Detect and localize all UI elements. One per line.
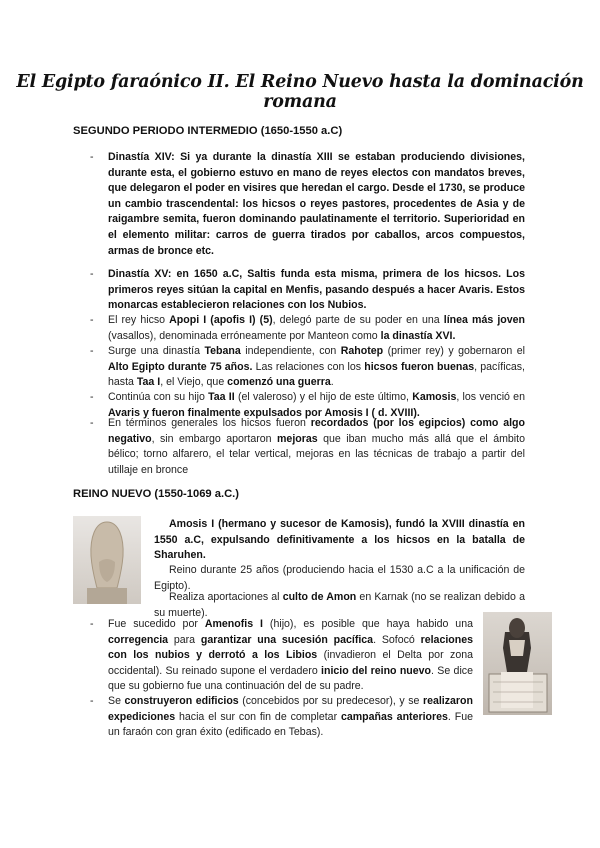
paragraph-edificios <box>90 694 473 741</box>
emphasis-text: . <box>363 299 367 312</box>
emphasis-text: Tebana <box>204 345 241 357</box>
body-text: . Sofocó <box>373 633 421 646</box>
emphasis-text: , que delegaron el poder en visires que heredan el cargo. Desde el 1730, se produce un <box>108 166 525 210</box>
body-text: para <box>168 633 201 646</box>
emphasis-text: Amosis I <box>169 518 215 530</box>
paragraph-hicsos-balance <box>90 416 525 478</box>
body-text: Continúa con su hijo <box>108 391 209 403</box>
body-text: , pacíficas, hasta <box>108 360 526 389</box>
paragraph-dinastia-xv <box>90 267 525 314</box>
emphasis-text: recordados (por los egipcios) como algo negativo <box>108 417 525 445</box>
amosis-bust-image <box>73 516 141 604</box>
emphasis-text: , primera de los hicsos. Los primeros reyes sitúan la capital en Menfis, pasando después a hacer <box>108 268 525 296</box>
bullet-dash: - <box>90 391 94 403</box>
body-text: (invadieron el Delta por zona occidental). Su reinado supone el verdadero <box>108 649 473 677</box>
emphasis-text: expulsando <box>210 533 270 546</box>
emphasis-text: Dinastía XIV: <box>108 151 175 163</box>
bullet-dash: - <box>90 314 94 326</box>
emphasis-text: campañas anteriores <box>340 710 448 723</box>
paragraph-tebana <box>90 344 526 391</box>
bullet-dash: - <box>90 268 94 280</box>
body-text: (primer rey) y gobernaron el <box>383 345 525 357</box>
emphasis-text: Estos monarcas establecieron <box>108 283 525 312</box>
body-text: . <box>330 376 334 389</box>
body-text: , los venció en <box>456 391 525 403</box>
emphasis-text: Amenofis I <box>204 618 263 630</box>
body-text: , delegó parte de su poder en una <box>272 314 444 326</box>
bullet-dash: - <box>90 417 94 429</box>
emphasis-text: inicio del reino nuevo <box>321 664 432 677</box>
emphasis-text: . Superioridad en el elemento militar: carros de guerra tirados por caballos, arcos compuestos, armas de bronce etc. <box>108 213 526 257</box>
emphasis-text: cambio trascendental <box>125 197 236 210</box>
emphasis-text: mano de reyes electos <box>292 166 409 179</box>
body-text: (concebidos por su predecesor), y se <box>238 695 423 707</box>
body-text: hacia el sur con fin de completar <box>175 710 341 723</box>
body-text: independiente, con <box>240 345 341 357</box>
body-text: . Se dice que su gobierno fue una continuación del de su padre. <box>108 664 473 693</box>
body-text: que iban mucho más allá que el ámbito bélico; torno alfarero, el telar vertical, mejoras en las técnicas de trabajo a partir del utillaje en bronce <box>108 432 525 476</box>
emphasis-text: mejoras <box>277 432 318 445</box>
emphasis-text: con <box>408 166 435 179</box>
emphasis-text: en la batalla de Sharuhen. <box>154 533 525 562</box>
emphasis-text: definitivamente a los <box>269 533 397 546</box>
body-text: , el Viejo, que <box>160 376 228 389</box>
emphasis-text: Avaris y fueron finalmente expulsados por Amosis I ( d. XVIII). <box>108 406 420 419</box>
emphasis-text: dinastía XIII <box>271 151 333 163</box>
emphasis-text: Taa I <box>136 376 161 389</box>
emphasis-text: fueron dominando paulatinamente el territorio <box>202 213 438 226</box>
emphasis-text: comenzó una guerra <box>227 376 331 389</box>
amenofis-statue-image <box>483 612 552 715</box>
body-text: . Fue un faraón con gran éxito (edificado en Tebas). <box>108 710 473 739</box>
emphasis-text: culto de Amon <box>282 591 357 603</box>
emphasis-text: relaciones con los nubios y derrotó a los Libios <box>108 633 474 662</box>
emphasis-text: (hermano y sucesor de Kamosis), fundó la <box>214 518 442 530</box>
emphasis-text: Avaris. <box>458 283 494 296</box>
emphasis-text: Alto Egipto durante 75 años. <box>108 360 253 373</box>
page-title: El Egipto faraónico II. El Reino Nuevo hasta la dominación romana <box>16 72 584 112</box>
section-heading-segundo-periodo: SEGUNDO PERIODO INTERMEDIO (1650-1550 a.C) <box>73 125 343 137</box>
emphasis-text: Rahotep <box>340 345 384 357</box>
paragraph-amenofis-i <box>90 617 474 695</box>
emphasis-text: línea más joven <box>443 314 525 326</box>
bullet-dash: - <box>90 151 94 163</box>
emphasis-text: mandatos breves <box>434 166 523 179</box>
body-text: Se <box>108 695 125 707</box>
emphasis-text: relaciones con los Nubios <box>232 299 364 312</box>
emphasis-text: Taa II <box>208 391 235 403</box>
body-text: Realiza aportaciones al <box>169 591 283 603</box>
emphasis-text: Si ya durante la <box>174 151 272 163</box>
body-text: El rey hicso <box>108 314 170 326</box>
body-text: (vasallos), denominada erróneamente por Manteon como <box>108 329 381 342</box>
emphasis-text: corregencia <box>108 633 169 646</box>
emphasis-text: Kamosis <box>412 391 457 403</box>
emphasis-text: se estaban produciendo divisiones, durante esta, el gobierno estuvo en <box>108 151 525 179</box>
body-text: (hijo), es posible que haya habido una <box>262 618 473 630</box>
emphasis-text: realizaron expediciones <box>108 695 473 723</box>
emphasis-text: XVIII dinastía <box>441 518 509 530</box>
bullet-dash: - <box>90 345 94 357</box>
emphasis-text: la dinastía XVI. <box>380 329 456 342</box>
body-text: Las relaciones con los <box>252 360 365 373</box>
body-text: Reino durante 25 años (produciendo hacia el 1530 a.C a la unificación de Egipto). <box>154 564 525 592</box>
body-text: (el valeroso) y el hijo de este último, <box>234 391 413 403</box>
paragraph-dinastia-xiv <box>90 150 526 259</box>
paragraph-amosis-i <box>154 517 525 564</box>
emphasis-text: hicsos <box>396 533 431 546</box>
emphasis-text: Apopi I (apofis I) (5) <box>169 314 273 326</box>
bullet-dash: - <box>90 695 94 707</box>
paragraph-apopi <box>90 313 525 344</box>
section-heading-reino-nuevo: REINO NUEVO (1550-1069 a.C.) <box>73 488 240 500</box>
emphasis-text: hicsos fueron buenas <box>364 360 475 373</box>
body-text: en Karnak (no se realizan debido a su muerte). <box>154 591 525 619</box>
emphasis-text: Saltis funda esta misma <box>247 268 375 280</box>
emphasis-text: construyeron edificios <box>124 695 239 707</box>
emphasis-text: en 1550 a.C, <box>154 518 526 546</box>
body-text: Surge una dinastía <box>108 345 205 357</box>
emphasis-text: : en 1650 a.C, <box>167 268 248 280</box>
emphasis-text: garantizar una sucesión pacífica <box>200 633 374 646</box>
body-text: En términos generales los hicsos fueron <box>108 417 311 429</box>
body-text: , sin embargo aportaron <box>151 432 278 445</box>
emphasis-text: Dinastía XV <box>108 268 168 280</box>
body-text: Fue sucedido por <box>108 618 205 630</box>
emphasis-text: : los hicsos o reyes pastores, procedentes de Asia y de raigambre semita, <box>108 197 525 226</box>
bullet-dash: - <box>90 618 94 630</box>
